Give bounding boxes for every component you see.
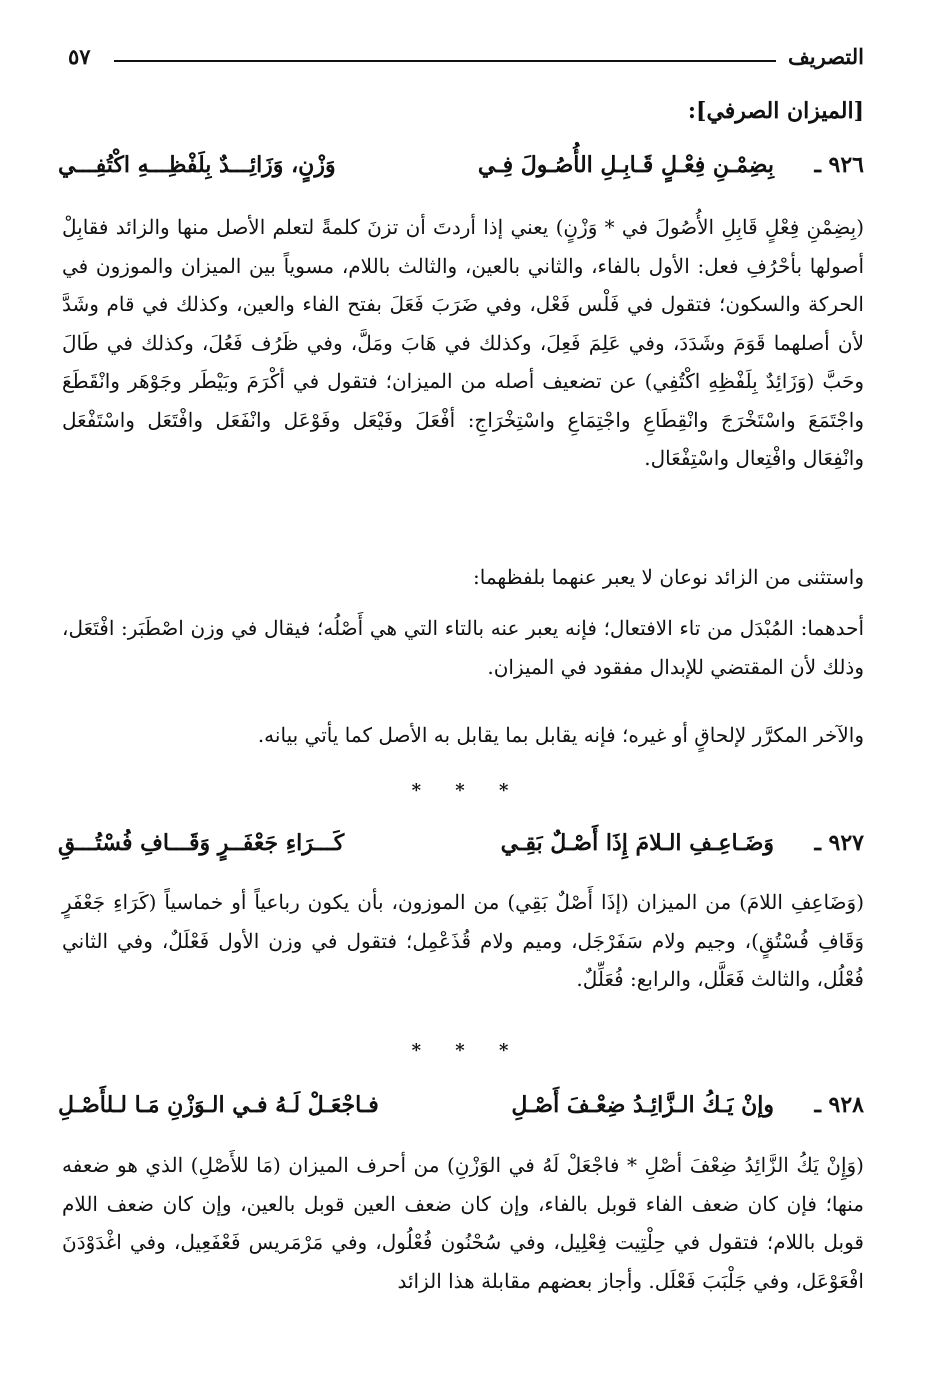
verse-hemistich-first: بِضِمْـنِ فِعْـلٍ قَـابِـلِ الأُصُـولَ فِـي xyxy=(477,152,774,178)
verse-hemistich-first: وإنْ يَـكُ الـزَّائِـدُ ضِعْـفَ أَصْـلِ xyxy=(511,1092,774,1118)
verse-number: ٩٢٨ ـ xyxy=(814,1092,864,1118)
running-title: التصريف xyxy=(788,44,864,69)
verse-hemistich-second: فـاجْعَـلْ لَـهُ فـي الـوَزْنِ مَـا لـلأَصْـلِ xyxy=(58,1092,379,1118)
commentary-paragraph: واستثنى من الزائد نوعان لا يعبر عنهما بلفظهما: xyxy=(473,565,864,589)
verse-926 xyxy=(58,152,864,192)
section-heading: [الميزان الصرفي]: xyxy=(687,98,864,124)
commentary-paragraph: (بِضِمْنِ فِعْلٍ قَابِلِ الأُصُولَ في * وَزْنٍ) يعني إذا أردتَ أن تزنَ كلمةً لتعلم الأصل منها والزائد فقابِلْ أصولها بأحْرُفِ فعل: الأول بالفاء، والثاني بالعين، والثالث باللام، مسوياً بين الميزان والموزون في الحركة والسكون؛ فتقول في فَلْس فَعْل، وفي ضَرَبَ فَعَلَ بفتح الفاء والعين، وكذلك في قام وشَدَّ لأن أصلهما قَوَمَ وشَدَدَ، وفي عَلِمَ فَعِلَ، وكذلك في هَابَ ومَلَّ، وفي ظَرُف فَعُلَ، وكذلك في طَالَ وحَبَّ (وَزَائِدٌ بِلَفْظِهِ اكْتُفِي) عن تضعيف أصله من الميزان؛ فتقول في أكْرَمَ وبَيْطَر وجَوْهَر وانْقَطَعَ واجْتَمَعَ واسْتَخْرَجَ وانْقِطَاعِ واجْتِمَاعِ واسْتِخْرَاجِ: أفْعَلَ وفَيْعَل وفَوْعَل وانْفَعَل وافْتَعَل واسْتَفْعَل وانْفِعَال وافْتِعال واسْتِفْعَال. xyxy=(62,215,865,470)
page-number: ٥٧ xyxy=(68,44,91,69)
verse-928 xyxy=(58,1092,864,1132)
commentary-paragraph: (وَضَاعِفِ اللامَ) من الميزان (إذَا أَصْلٌ بَقِي) من الموزون، بأن يكون رباعياً أو خماسياً (كَرَاءِ جَعْفَرٍ وَقَافِ فُسْتُقٍ)، وجيم ولام سَفَرْجَل، وميم ولام قُذَعْمِل؛ فتقول في وزن الأول فَعْلَلٌ، وفي الثاني فُعْلُل، والثالث فَعَلَّل، والرابع: فُعَلِّلٌ. xyxy=(62,890,864,991)
verse-927 xyxy=(58,830,864,870)
verse-hemistich-first: وَضَـاعِـفِ الـلامَ إِذَا أَصْـلٌ بَقِـي xyxy=(500,830,774,856)
running-header xyxy=(68,44,864,74)
verse-number: ٩٢٦ ـ xyxy=(814,152,864,178)
commentary-paragraph: والآخر المكرَّر لإلحاقٍ أو غيره؛ فإنه يقابل بما يقابل به الأصل كما يأتي بيانه. xyxy=(257,723,864,747)
header-rule xyxy=(114,60,776,62)
commentary-paragraph: (وَإِنْ يَكُ الزَّائِدُ ضِعْفَ أصْلِ * فاجْعَلْ لَهُ في الوَزْنِ) من أحرف الميزان (مَا للأَصْلِ) الذي هو ضعفه منها؛ فإن كان ضعف الفاء قوبل بالفاء، وإن كان ضعف العين قوبل بالعين، وإن كان ضعف اللام قوبل باللام؛ فتقول في حِلْتِيت فِعْلِيل، وفي سُحْنُون فُعْلُول، وفي مَرْمَريس فَعْفَعِيل، وفي اغْدَوْدَنَ افْعَوْعَل، وفي جَلْبَبَ فَعْلَل. وأجاز بعضهم مقابلة هذا الزائد xyxy=(62,1153,864,1293)
section-separator: * * * xyxy=(411,780,523,801)
verse-number: ٩٢٧ ـ xyxy=(814,830,864,856)
verse-hemistich-second: وَزْنٍ، وَزَائِـــدٌ بِلَفْظِـــهِ اكْتُفِـــي xyxy=(58,152,336,178)
section-separator: * * * xyxy=(411,1040,523,1061)
commentary-paragraph: أحدهما: المُبْدَل من تاء الافتعال؛ فإنه يعبر عنه بالتاء التي هي أَصْلُه؛ فيقال في وزن اصْطَبَر: افْتَعَل، وذلك لأن المقتضي للإبدال مفقود في الميزان. xyxy=(62,616,864,679)
verse-hemistich-second: كَـــرَاءِ جَعْفَــرٍ وَقَـــافِ فُسْتُـــقِ xyxy=(58,830,345,856)
